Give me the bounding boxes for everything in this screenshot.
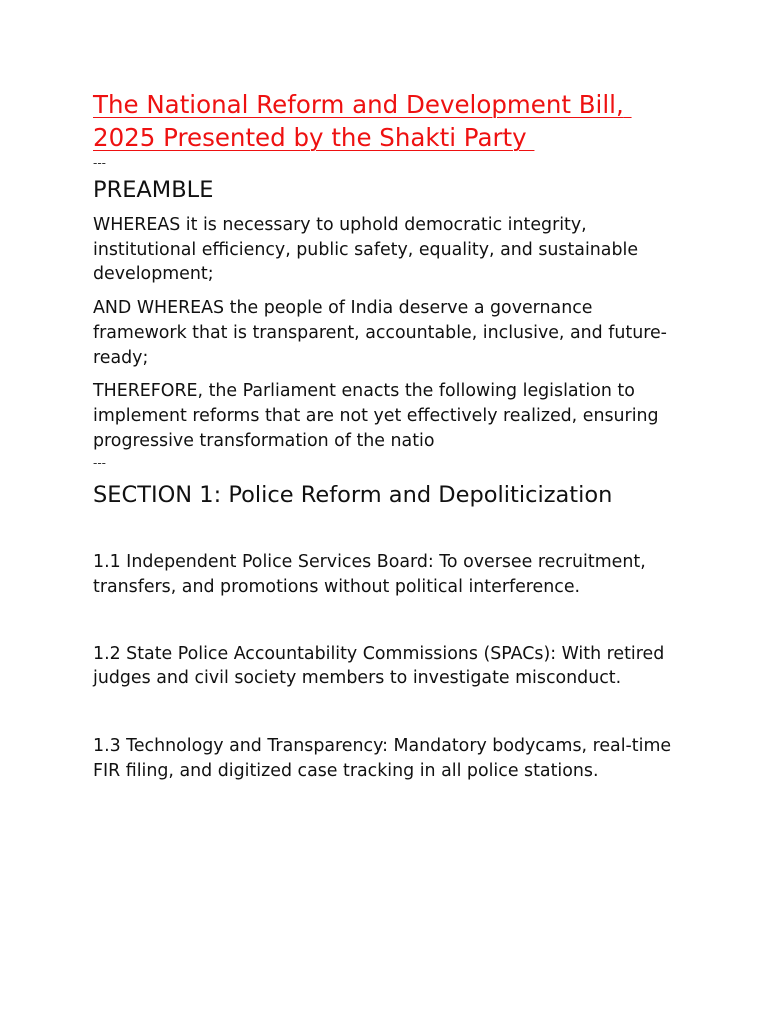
preamble-paragraph: THEREFORE, the Parliament enacts the following legislation to implement reforms that are not yet effectively realized, ensuring progressive transformation of the natio [93,381,659,451]
section-clause: 1.2 State Police Accountability Commissions (SPACs): With retired judges and civil society members to investigate misconduct. [93,643,665,689]
section-clause: 1.1 Independent Police Services Board: To oversee recruitment, transfers, and promotions without political interference. [93,552,646,598]
preamble-paragraph: WHEREAS it is necessary to uphold democratic integrity, institutional efficiency, public safety, equality, and sustainable development; [93,215,639,285]
divider: --- [93,456,106,471]
document-title[interactable]: The National Reform and Development Bill, 2025 Presented by the Shakti Party [93,90,632,152]
preamble-heading: PREAMBLE [93,177,214,203]
section-heading: SECTION 1: Police Reform and Depoliticization [93,482,613,509]
section-clause: 1.3 Technology and Transparency: Mandatory bodycams, real-time FIR filing, and digitized case tracking in all police stations. [93,736,672,781]
preamble-paragraph: AND WHEREAS the people of India deserve a governance framework that is transparent, accountable, inclusive, and future-ready; [93,298,667,368]
divider: --- [93,156,106,170]
document-page [93,88,683,784]
